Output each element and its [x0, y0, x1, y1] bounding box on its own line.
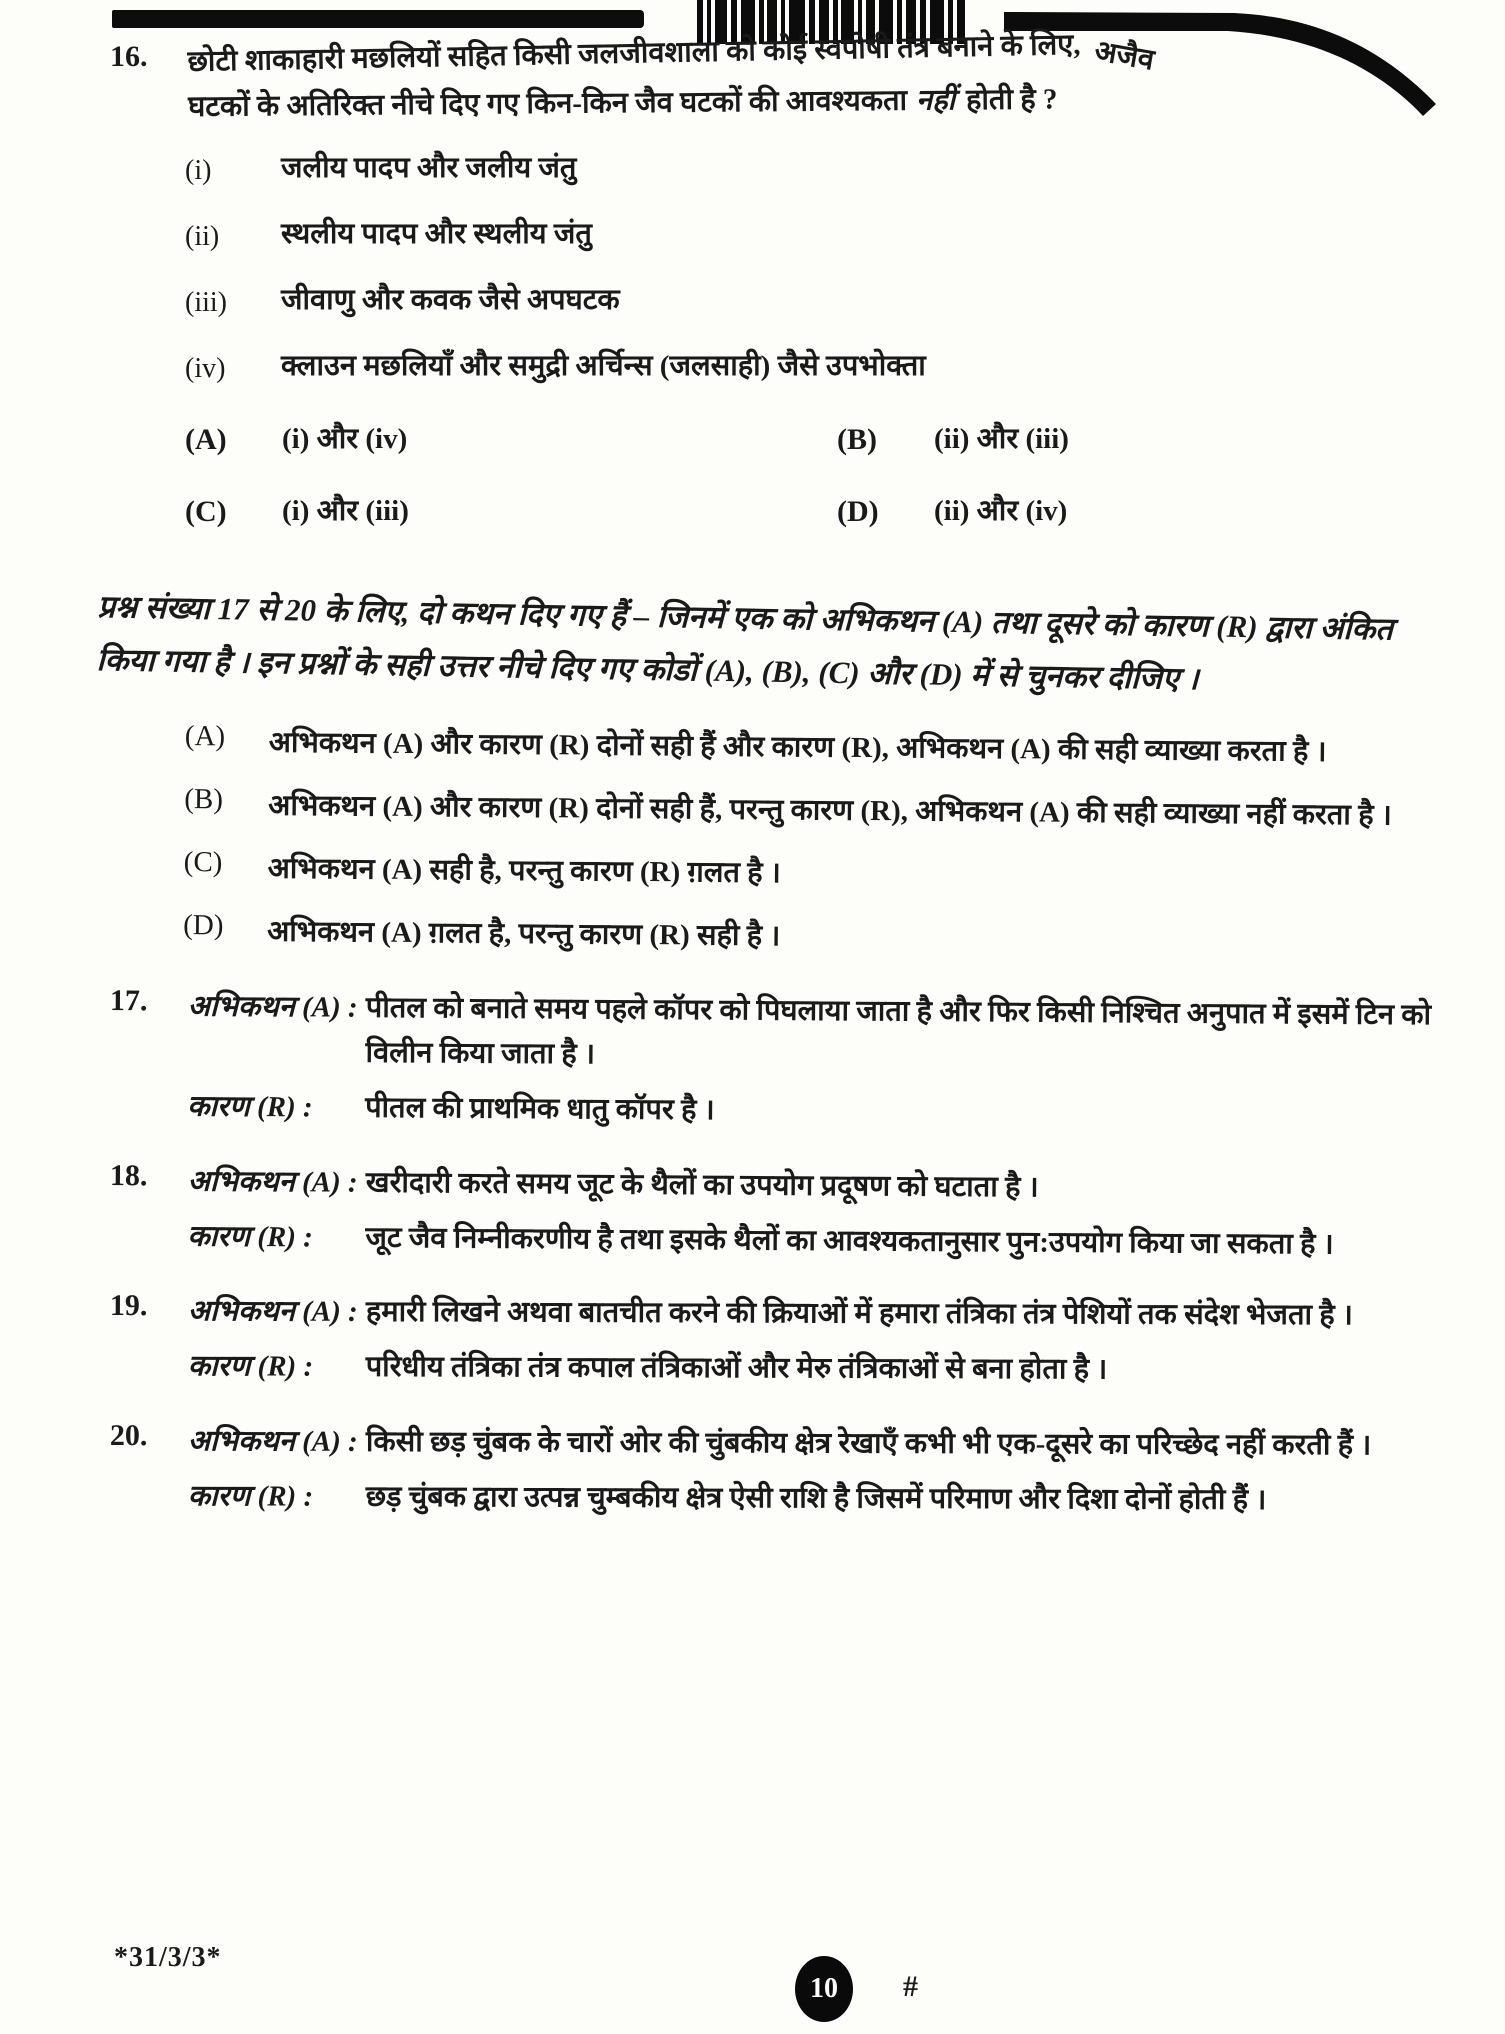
reason-text: छड़ चुंबक द्वारा उत्पन्न चुम्बकीय क्षेत्र ऐसी राशि है जिसमें परिमाण और दिशा दोनों होती हैं ।	[365, 1480, 1267, 1517]
question-number-spacer	[110, 1344, 188, 1389]
assertion-row	[110, 1159, 1443, 1213]
reason-row	[109, 1084, 1442, 1138]
sub-option-text: जीवाणु और कवक जैसे अपघटक	[281, 284, 620, 316]
sub-option-label: (iii)	[185, 287, 227, 318]
question-19	[110, 1289, 1443, 1394]
choice-text: (ii) और (iv)	[934, 495, 1068, 527]
page-number-badge	[795, 1956, 853, 2022]
code-item-b	[184, 783, 1442, 839]
question-number: 20.	[109, 1419, 148, 1453]
code-label: (C)	[183, 845, 223, 879]
sub-option-label: (iv)	[185, 353, 226, 384]
sub-option	[185, 344, 1443, 391]
assertion-text: किसी छड़ चुंबक के चारों ओर की चुंबकीय क्षेत्र रेखाएँ कभी भी एक-दूसरे का परिच्छेद नहीं करती हैं ।	[365, 1425, 1372, 1462]
page-content	[96, 28, 1443, 1529]
code-text: अभिकथन (A) और कारण (R) दोनों सही हैं, परन्तु कारण (R), अभिकथन (A) की सही व्याख्या नहीं करता है ।	[268, 789, 1392, 832]
sub-option-label: (ii)	[185, 221, 220, 252]
question-number-spacer	[109, 1214, 187, 1260]
sub-option-label: (i)	[185, 155, 212, 186]
reason-row	[110, 1344, 1443, 1394]
code-label: (B)	[184, 782, 224, 816]
question-20	[110, 1419, 1443, 1524]
question-18	[109, 1159, 1443, 1268]
reason-text: परिधीय तंत्रिका तंत्र कपाल तंत्रिकाओं और मेरु तंत्रिकाओं से बना होता है ।	[365, 1350, 1108, 1386]
question-number: 19.	[109, 1289, 148, 1323]
assertion-row	[110, 1419, 1443, 1469]
code-text: अभिकथन (A) सही है, परन्तु कारण (R) ग़लत है ।	[267, 852, 782, 890]
question-number: 17.	[109, 984, 148, 1018]
choice-label: (C)	[185, 495, 227, 528]
choice-text: (i) और (iv)	[282, 423, 408, 455]
reason-text: जूट जैव निम्नीकरणीय है तथा इसके थैलों का आवश्यकतानुसार पुन:उपयोग किया जा सकता है ।	[365, 1221, 1334, 1261]
sub-option	[185, 278, 1443, 325]
reason-row	[110, 1474, 1443, 1524]
reason-row	[109, 1214, 1442, 1268]
question-number-spacer	[110, 1474, 188, 1519]
reason-text: पीतल की प्राथमिक धातु कॉपर है ।	[365, 1091, 715, 1127]
assertion-label: अभिकथन (A) :	[187, 1425, 358, 1458]
choice-text: (ii) और (iii)	[934, 423, 1069, 455]
question-number: 16.	[110, 40, 148, 73]
question-number: 18.	[109, 1159, 148, 1193]
choice-label: (B)	[837, 423, 877, 456]
code-text: अभिकथन (A) और कारण (R) दोनों सही हैं और कारण (R), अभिकथन (A) की सही व्याख्या करता है ।	[268, 726, 1327, 768]
code-text: अभिकथन (A) ग़लत है, परन्तु कारण (R) सही है ।	[267, 915, 781, 953]
assertion-row	[110, 1289, 1443, 1339]
code-label: (D)	[183, 908, 224, 942]
code-item-a	[185, 720, 1443, 776]
assertion-label: अभिकथन (A) :	[187, 1295, 358, 1328]
emphasized-word: नहीं	[915, 84, 956, 117]
choice-a	[185, 417, 837, 462]
assertion-label: अभिकथन (A) :	[187, 1165, 358, 1199]
page-footer	[0, 1938, 1505, 2034]
question-17	[109, 984, 1443, 1138]
question-stem-line-1: छोटी शाकाहारी मछलियों सहित किसी जलजीवशाला को कोई स्वपोषी तंत्र बनाने के लिए, अजैव	[187, 16, 1443, 85]
assertion-row	[109, 984, 1443, 1083]
reason-label: कारण (R) :	[187, 1350, 314, 1383]
choice-c	[185, 489, 837, 534]
question-stem-line-2: घटकों के अतिरिक्त नीचे दिए गए किन-किन जैव घटकों की आवश्यकता नहीं होती है ?	[188, 83, 1058, 123]
choice-label: (D)	[837, 495, 879, 528]
page-number: 10	[810, 1973, 838, 2004]
curl-distorted-word: अजैव	[1092, 34, 1157, 77]
reason-label: कारण (R) :	[187, 1090, 313, 1124]
question-number-spacer	[109, 1084, 187, 1130]
reason-label: कारण (R) :	[187, 1480, 314, 1513]
choice-d	[837, 489, 1443, 534]
choice-b	[837, 417, 1443, 462]
sub-option	[185, 212, 1443, 259]
sub-option-text: क्लाउन मछलियाँ और समुद्री अर्चिन्स (जलसाही) जैसे उपभोक्ता	[281, 350, 926, 382]
sub-option-text: जलीय पादप और जलीय जंतु	[281, 152, 577, 184]
assertion-text: पीतल को बनाते समय पहले कॉपर को पिघलाया जाता है और फिर किसी निश्चित अनुपात में इसमें टिन को विलीन किया जाता है ।	[365, 991, 1432, 1071]
choice-label: (A)	[185, 423, 227, 456]
code-item-c	[184, 846, 1442, 902]
choice-grid	[185, 417, 1443, 534]
choice-text: (i) और (iii)	[282, 495, 409, 527]
answer-codes	[183, 720, 1443, 965]
hash-mark: #	[903, 1970, 918, 2003]
code-label: (A)	[184, 720, 226, 753]
reason-label: कारण (R) :	[187, 1220, 314, 1254]
sub-option-list	[185, 146, 1443, 391]
instruction-paragraph: प्रश्न संख्या 17 से 20 के लिए, दो कथन दिए गए हैं – जिनमें एक को अभिकथन (A) तथा दूसरे को कारण (R) द्वारा अंकित किया गया है । इन प्रश्नों के सही उत्तर नीचे दिए गए कोडों (A), (B), (C) और (D) में से चुनकर दीजिए ।	[96, 588, 1394, 697]
assertion-text: खरीदारी करते समय जूट के थैलों का उपयोग प्रदूषण को घटाता है ।	[365, 1166, 1039, 1204]
question-16	[110, 28, 1443, 534]
assertion-label: अभिकथन (A) :	[187, 990, 358, 1024]
booklet-code: *31/3/3*	[114, 1942, 222, 1973]
sub-option	[185, 146, 1443, 193]
header-rule-bar	[112, 10, 644, 28]
sub-option-text: स्थलीय पादप और स्थलीय जंतु	[281, 218, 592, 250]
code-item-d	[183, 909, 1441, 965]
assertion-text: हमारी लिखने अथवा बातचीत करने की क्रियाओं में हमारा तंत्रिका तंत्र पेशियों तक संदेश भेजता है ।	[365, 1295, 1353, 1332]
question-stem	[187, 28, 1443, 130]
